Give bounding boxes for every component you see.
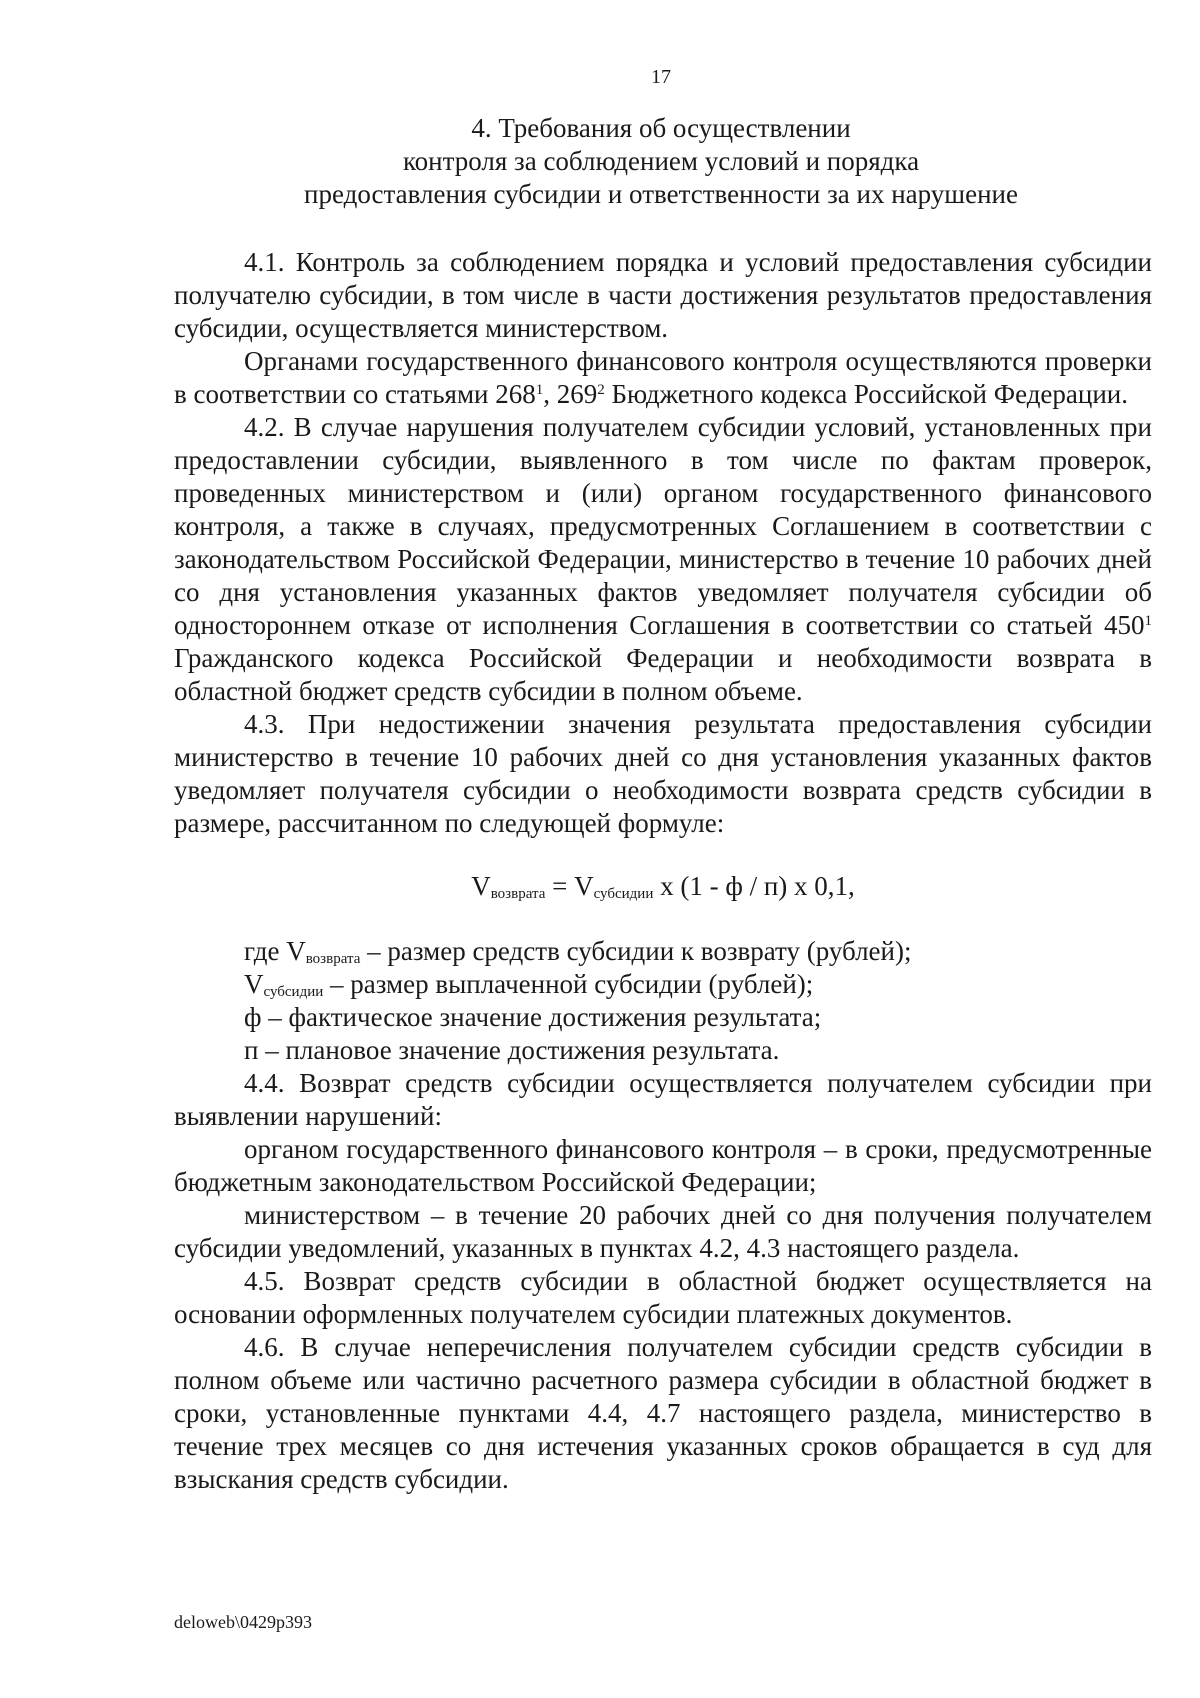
paragraph-4-4-b: министерством – в течение 20 рабочих дней со дня получения получателем субсидии уведомлений, указанных в пунктах 4.2, 4.3 настоящего раздела. [174, 1200, 1152, 1263]
superscript: 2 [597, 382, 605, 398]
text: Органами государственного финансового контроля осуществляются проверки в соответствии со статьями 268 [174, 346, 1152, 409]
formula-v: V [574, 871, 594, 901]
text: , 269 [543, 379, 598, 409]
return-formula [174, 870, 1152, 903]
text: V [244, 969, 264, 999]
formula-rest: x (1 - ф / п) x 0,1, [653, 871, 855, 901]
paragraph-4-6: 4.6. В случае неперечисления получателем субсидии средств субсидии в полном объеме или частично расчетного размера субсидии в областной бюджет в сроки, установленные пунктами 4.4, 4.7 настоящего раздела, министерство в течение трех месяцев со дня истечения указанных сроков обращается в суд для взыскания средств субсидии. [174, 1332, 1152, 1494]
section-title-line-1: 4. Требования об осуществлении [471, 113, 851, 143]
document-body [174, 246, 1152, 1496]
superscript: 1 [1144, 613, 1152, 629]
paragraph-4-1: 4.1. Контроль за соблюдением порядка и условий предоставления субсидии получателю субсидии, в том числе в части достижения результатов предоставления субсидии, осуществляется министерством. [174, 247, 1152, 343]
text: 4.2. В случае нарушения получателем субсидии условий, установленных при предоставлении субсидии, выявленного в том числе по фактам проверок, проведенных министерством и (или) органом государственного финансового контроля, а также в случаях, предусмотренных Соглашением в соответствии с законодательством Российской Федерации, министерство в течение 10 рабочих дней со дня установления указанных фактов уведомляет получателя субсидии об одностороннем отказе от исполнения Соглашения в соответствии со статьей 450 [174, 412, 1152, 640]
text: Гражданского кодекса Российской Федерации и необходимости возврата в областной бюджет средств субсидии в полном объеме. [174, 643, 1152, 706]
paragraph-4-4-a: органом государственного финансового контроля – в сроки, предусмотренные бюджетным законодательством Российской Федерации; [174, 1134, 1152, 1197]
subscript: субсидии [263, 984, 324, 1000]
paragraph-4-3: 4.3. При недостижении значения результата предоставления субсидии министерство в течение 10 рабочих дней со дня установления указанных фактов уведомляет получателя субсидии о необходимости возврата средств субсидии в размере, рассчитанном по следующей формуле: [174, 709, 1152, 838]
legend-item-planned: п – плановое значение достижения результата. [244, 1035, 780, 1065]
legend-item-actual: ф – фактическое значение достижения результата; [244, 1002, 822, 1032]
section-title-line-3: предоставления субсидии и ответственности за их нарушение [304, 179, 1018, 209]
superscript: 1 [535, 382, 544, 398]
section-title [0, 112, 1200, 211]
legend-item-subsidy [174, 968, 1152, 1001]
formula-subscript-return: возврата [490, 886, 546, 902]
text: – размер выплаченной субсидии (рублей); [323, 969, 814, 999]
formula-v: V [471, 871, 491, 901]
text: – размер средств субсидии к возврату (рублей); [360, 936, 912, 966]
paragraph-4-2 [174, 411, 1152, 708]
paragraph-4-5: 4.5. Возврат средств субсидии в областной бюджет осуществляется на основании оформленных получателем субсидии платежных документов. [174, 1266, 1152, 1329]
subscript: возврата [305, 951, 361, 967]
formula-legend [174, 935, 1152, 1067]
footer-document-code: deloweb\0429p393 [174, 1612, 312, 1632]
text: где V [244, 936, 306, 966]
formula-equals: = [545, 871, 575, 901]
paragraph-4-4: 4.4. Возврат средств субсидии осуществляется получателем субсидии при выявлении нарушений: [174, 1068, 1152, 1131]
formula-subscript-subsidy: субсидии [593, 886, 654, 902]
page-number: 17 [651, 66, 671, 88]
text: Бюджетного кодекса Российской Федерации. [604, 379, 1128, 409]
paragraph-4-1-control-bodies [174, 345, 1152, 411]
legend-item-return [174, 935, 1152, 968]
section-title-line-2: контроля за соблюдением условий и порядка [402, 146, 920, 176]
